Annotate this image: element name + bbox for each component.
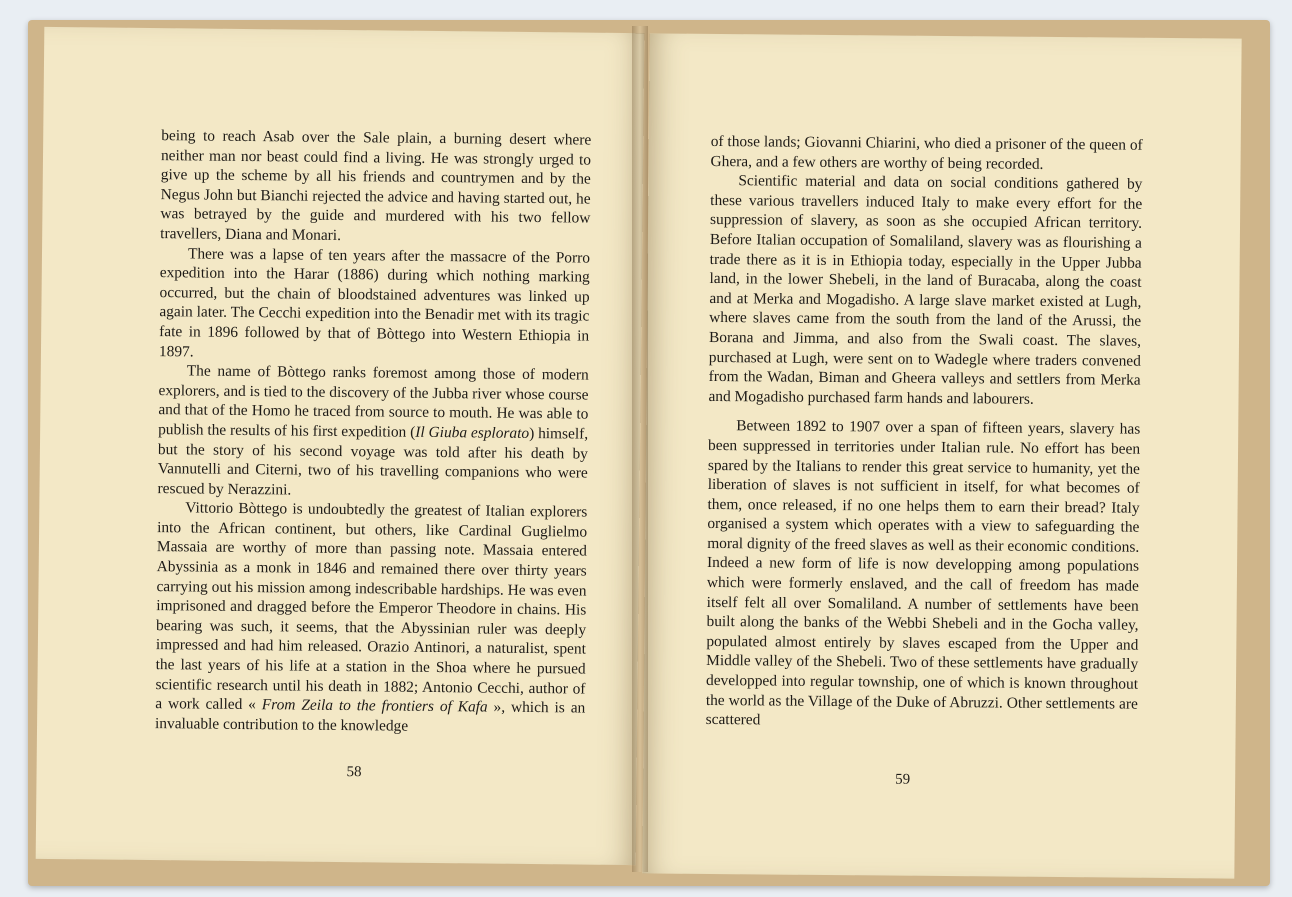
paragraph <box>155 498 587 738</box>
left-page <box>36 27 645 865</box>
right-page <box>642 33 1241 878</box>
page-number: 59 <box>895 771 911 788</box>
book-spine <box>632 26 648 872</box>
right-page-text <box>706 132 1143 734</box>
paragraph: There was a lapse of ten years after the massacre of the Porro expedition into the Harar (1886) during which nothing marking occurred, but the chain of bloodstained adventures was linked up again later. The Cecchi expedition into the Benadir met with its tragic fate in 1896 followed by that of Bòttego into Western Ethiopia in 1897. <box>158 244 591 360</box>
paragraph: being to reach Asab over the Sale plain, a burning desert where neither man nor beast could find a living. He was strongly urged to give up the scheme by all his friends and countrymen and by the Negus John but Bianchi rejected the advice and having started out, he was betrayed by the guide and murdered with his two fellow travellers, Diana and Monari. <box>160 127 592 244</box>
paragraph-text: », which is an invaluable contribution to the knowledge <box>154 698 586 735</box>
paragraph-text: ) himself, but the story of his second voyage was told after his death by Vannutelli and Citerni, two of his travelling companions who were rescued by Nerazzini. <box>157 424 589 499</box>
page-number: 58 <box>346 764 362 781</box>
paragraph-text: Vittorio Bòttego is undoubtedly the greatest of Italian explorers into the African continent, but others, like Cardinal Guglielmo Massaia are worthy of more than passing note. Massaia entered Abyssinia as a monk in 1846 and remained there over thirty years carrying out his mission among indescribable hardships. He was even imprisoned and dragged before the Emperor Theodore in chains. His bearing was such, it seems, that the Abyssinian ruler was deeply impressed and had him released. Orazio Antinori, a naturalist, spent the last years of his life at a station in the Shoa where he pursued scientific research until his death in 1882; Antonio Cecchi, author of a work called « <box>155 499 588 714</box>
italic-title: From Zeila to the frontiers of Kafa <box>261 696 488 716</box>
left-page-text <box>155 126 591 738</box>
paragraph <box>157 361 588 503</box>
italic-title: Il Giuba esplorato <box>415 423 530 442</box>
paragraph: of those lands; Giovanni Chiarini, who died a prisoner of the queen of Ghera, and a few others are worthy of being recorded. <box>710 132 1143 173</box>
paragraph: Scientific material and data on social conditions gathered by these various travellers induced Italy to make every effort for the suppression of slavery, as soon as she occupied African territory. Before Italian occupation of Somaliland, slavery was as flourishing a trade there as it is in Ethiopia today, especially in the Upper Jubba land, in the lower Shebeli, in the land of Buracaba, along the coast and at Merka and Mogadisho. A large slave market existed at Lugh, where slaves came from the south from the land of the Arussi, the Borana and Jimma, and also from the Swali coast. The slaves, purchased at Lugh, were sent on to Wadegle where traders convened from the Wadan, Biman and Gheera valleys and settlers from Merka and Mogadisho purchased farm hands and labourers. <box>708 172 1143 408</box>
paragraph: Between 1892 to 1907 over a span of fifteen years, slavery has been suppressed in territories under Italian rule. No effort has been spared by the Italians to render this great service to humanity, yet the liberation of slaves is not sufficient in itself, for what becomes of them, once released, if no one helps them to earn their bread? Italy organised a system which operates with a view to safeguarding the moral dignity of the freed slaves as well as their economic conditions. Indeed a new form of life is now developping among populations which were formerly enslaved, and the call of freedom has made itself felt all over Somaliland. A number of settlements have been built along the banks of the Webbi Shebeli and in the Gocha valley, populated almost entirely by slaves escaped from the Upper and Middle valley of the Shebeli. Two of these settlements have gradually developped into regular township, one of which is known throughout the world as the Village of the Duke of Abruzzi. Other settlements are scattered <box>705 417 1141 729</box>
paragraph-text: The name of Bòttego ranks foremost among those of modern explorers, and is tied to the discovery of the Jubba river whose course and that of the Homo he traced from source to mouth. He was able to publish the results of his first expedition ( <box>158 362 589 441</box>
